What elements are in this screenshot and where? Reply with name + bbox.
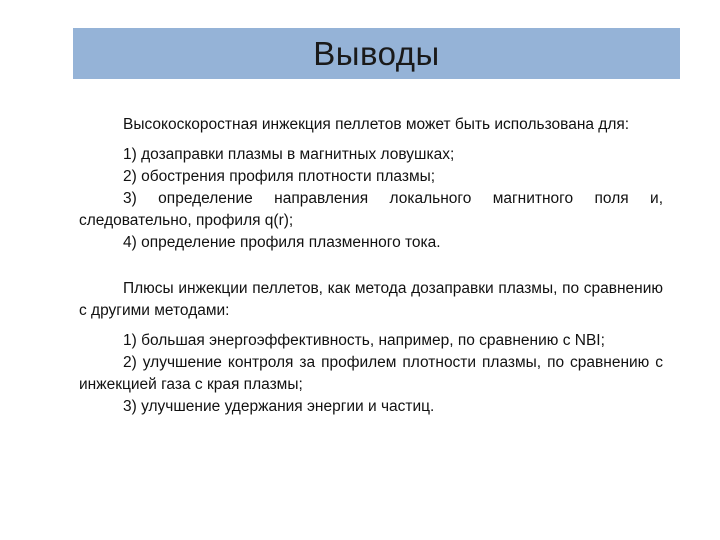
- advantage-item: 3) улучшение удержания энергии и частиц.: [123, 398, 435, 415]
- slide-title: Выводы: [313, 34, 440, 72]
- slide-title-bar: [73, 28, 680, 79]
- use-item: 4) определение профиля плазменного тока.: [123, 234, 441, 251]
- advantages-intro-paragraph: Плюсы инжекции пеллетов, как метода дозаправки плазмы, по сравнению с другими методами:: [79, 280, 663, 319]
- use-item: 2) обострения профиля плотности плазмы;: [123, 168, 436, 185]
- advantage-item: 2) улучшение контроля за профилем плотности плазмы, по сравнению с инжекцией газа с края плазмы;: [79, 354, 663, 393]
- slide-content: [79, 114, 663, 418]
- use-item: 3) определение направления локального магнитного поля и, следовательно, профиля q(r);: [79, 190, 663, 229]
- use-item: 1) дозаправки плазмы в магнитных ловушках;: [123, 146, 455, 163]
- intro-paragraph: Высокоскоростная инжекция пеллетов может быть использована для:: [123, 116, 630, 133]
- advantage-item: 1) большая энергоэффективность, например, по сравнению с NBI;: [123, 332, 605, 349]
